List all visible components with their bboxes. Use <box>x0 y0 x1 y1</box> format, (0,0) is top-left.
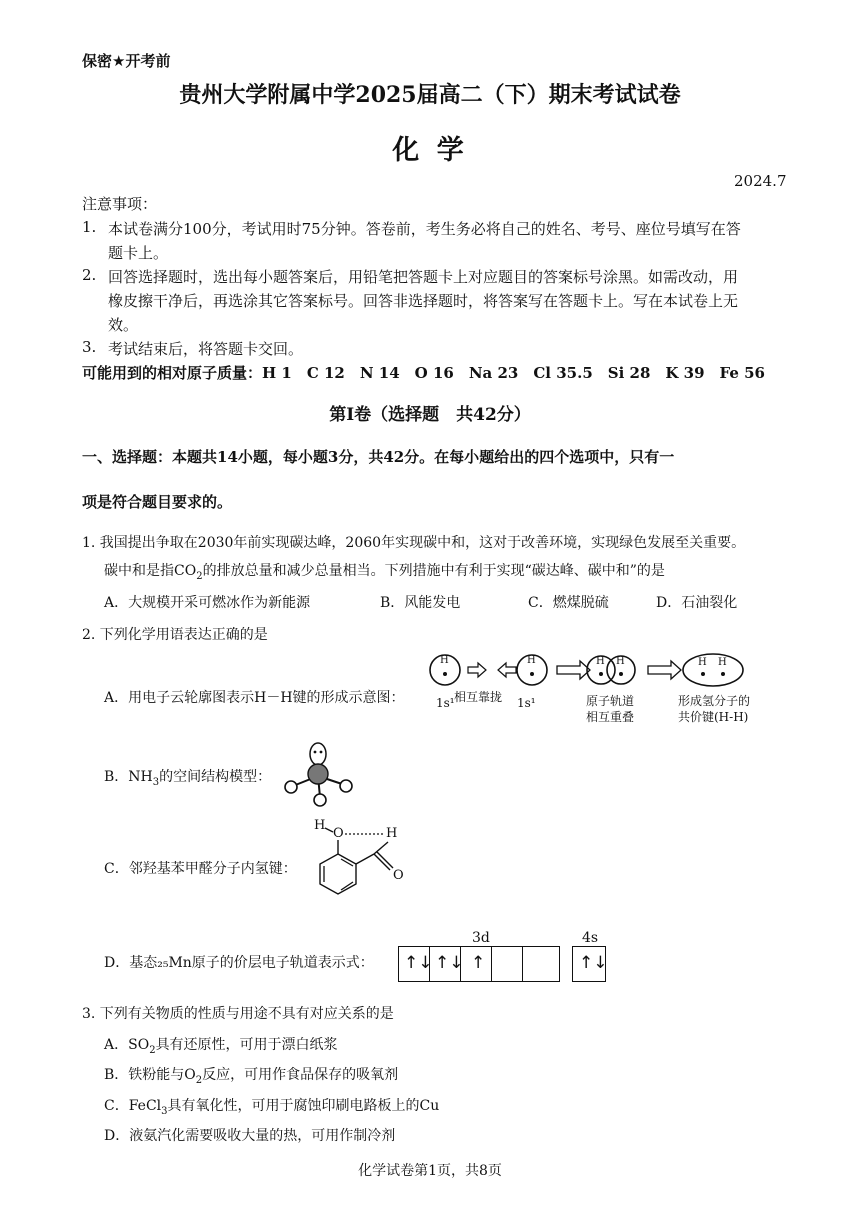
orbital-4s-box <box>572 946 606 982</box>
overlap-label: 相互重叠 <box>586 710 635 724</box>
subject-title: 化 学 <box>392 135 468 166</box>
question-3-option-d[interactable]: D．液氨汽化需要吸收大量的热，可用作制冷剂 <box>104 1128 396 1144</box>
notice-item-num: 3. <box>82 338 97 356</box>
notice-item-line: 效。 <box>108 316 139 334</box>
question-2-option-a[interactable]: A．用电子云轮廓图表示H－H键的形成示意图： <box>104 690 405 706</box>
notice-item-num: 1. <box>82 218 97 236</box>
orbital-box <box>399 947 433 981</box>
overlap-label: 原子轨道 <box>586 694 635 708</box>
question-1-option-d[interactable]: D．石油裂化 <box>656 595 738 611</box>
question-2-option-c[interactable]: C．邻羟基苯甲醛分子内氢键： <box>104 861 297 877</box>
hh-bond-formation-diagram <box>420 652 760 732</box>
notice-item-line: 题卡上。 <box>108 244 169 262</box>
question-3-stem: 3. 下列有关物质的性质与用途不具有对应关系的是 <box>82 1006 394 1022</box>
electron-pair-arrows: ↑↓ <box>404 953 433 973</box>
form-bond-label: 形成氢分子的 <box>678 694 751 708</box>
question-3-option-b: B．铁粉能与$O_2$反应，可用作食品保存的吸氧剂 <box>104 1067 399 1086</box>
hydroxyl-h-label: H <box>314 818 326 833</box>
atom-h-label: H <box>718 657 727 668</box>
notice-item-num: 2. <box>82 266 97 284</box>
orbital-4s-label: 4s <box>582 930 599 946</box>
electron-pair-arrows: ↑↓ <box>435 953 464 973</box>
confidential-mark: 保密★开考前 <box>82 52 171 70</box>
form-bond-label: 共价键(H-H) <box>678 710 749 724</box>
electron-up-arrow: ↑ <box>471 953 486 973</box>
notice-heading: 注意事项： <box>82 195 158 213</box>
aldehyde-o-label: O <box>393 868 404 883</box>
orbital-box <box>523 947 557 981</box>
question-2-stem: 2. 下列化学用语表达正确的是 <box>82 627 268 643</box>
exam-title: 贵州大学附属中学2025届高二（下）期末考试试卷 <box>179 82 681 108</box>
page-footer: 化学试卷第1页，共8页 <box>358 1163 502 1179</box>
exam-date: 2024.7 <box>734 172 787 190</box>
orbital-box <box>492 947 523 981</box>
section-instruction: 项是符合题目要求的。 <box>82 493 233 511</box>
question-3-option-c: C．FeCl$_3$具有氧化性，可用于腐蚀印刷电路板上的Cu <box>104 1098 440 1117</box>
hydroxyl-o-label: O <box>333 826 344 841</box>
salicylaldehyde-structure <box>308 818 418 913</box>
aldehyde-h-label: H <box>386 826 398 841</box>
part-title: 第Ⅰ卷（选择题 共42分） <box>329 405 531 425</box>
question-1-option-a[interactable]: A．大规模开采可燃冰作为新能源 <box>104 595 311 611</box>
nh3-ball-stick-model <box>278 740 358 810</box>
question-1-stem: 1. 我国提出争取在2030年前实现碳达峰，2060年实现碳中和，这对于改善环境，实现绿色发展至关重要。 <box>82 535 746 551</box>
notice-item-line: 橡皮擦干净后，再选涂其它答案标号。回答非选择题时，将答案写在答题卡上。写在本试卷上无 <box>108 292 739 310</box>
orbital-3d-boxes <box>398 946 560 982</box>
question-1-stem: 碳中和是指$CO_2$的排放总量和减少总量相当。下列措施中有利于实现“碳达峰、碳中和”的是 <box>104 563 665 582</box>
atom-h-label: H <box>616 656 625 667</box>
electron-pair-arrows: ↑↓ <box>579 953 608 973</box>
notice-item-line: 本试卷满分100分，考试用时75分钟。答卷前，考生务必将自己的姓名、考号、座位号填写在答 <box>108 220 741 238</box>
orbital-1s-label: 1s¹ <box>517 696 536 710</box>
orbital-box <box>430 947 464 981</box>
orbital-3d-label: 3d <box>472 930 490 946</box>
orbital-box <box>461 947 492 981</box>
question-2-option-d[interactable]: D．基态₂₅Mn原子的价层电子轨道表示式： <box>104 955 374 971</box>
atom-h-label: H <box>698 657 707 668</box>
atom-h-label: H <box>596 656 605 667</box>
orbital-1s-label: 1s¹ <box>436 696 455 710</box>
atomic-mass-line: 可能用到的相对原子质量：H 1 C 12 N 14 O 16 Na 23 Cl 35.5 Si 28 K 39 Fe 56 <box>82 364 765 382</box>
section-instruction: 一、选择题：本题共14小题，每小题3分，共42分。在每小题给出的四个选项中，只有一 <box>82 448 675 466</box>
question-1-option-b[interactable]: B．风能发电 <box>380 595 461 611</box>
nh3-model-graphic <box>278 740 358 810</box>
question-2-option-b: B．$NH_3$的空间结构模型： <box>104 769 272 788</box>
notice-item-line: 回答选择题时，选出每小题答案后，用铅笔把答题卡上对应题目的答案标号涂黑。如需改动，用 <box>108 268 739 286</box>
approach-label: 相互靠拢 <box>454 690 503 704</box>
question-1-option-c[interactable]: C．燃煤脱硫 <box>528 595 609 611</box>
question-3-option-a: A．$SO_2$具有还原性，可用于漂白纸浆 <box>104 1037 338 1056</box>
notice-item-line: 考试结束后，将答题卡交回。 <box>108 340 304 358</box>
atom-h-label: H <box>440 655 449 666</box>
atom-h-label: H <box>527 655 536 666</box>
